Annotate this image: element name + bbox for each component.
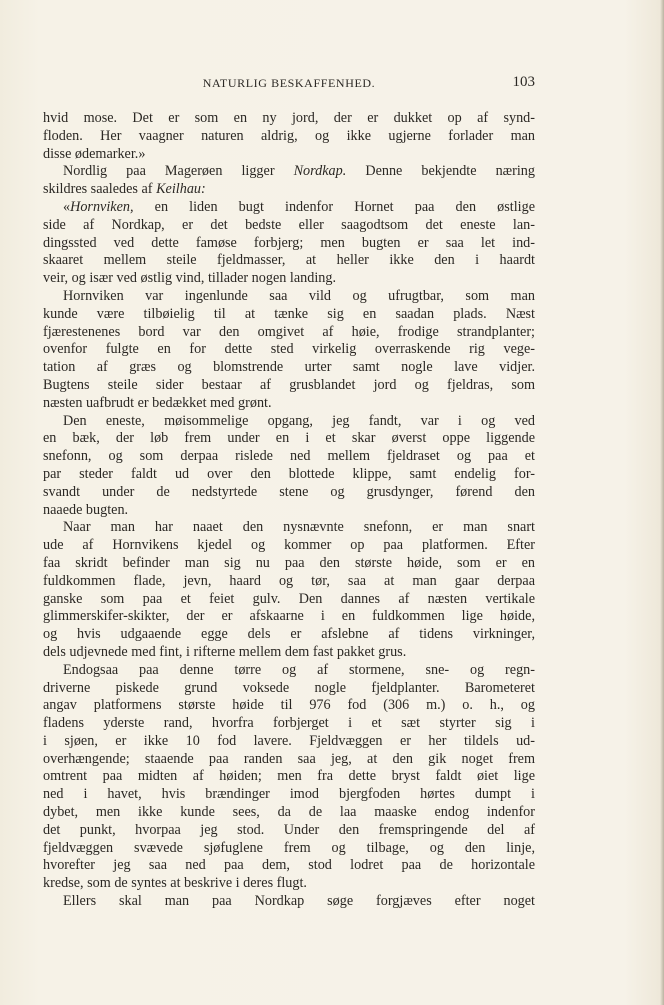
text-line: det punkt, hvorpaa jeg stod. Under den fremspringende del af [43, 821, 535, 838]
text-line: disse ødemarker.» [43, 145, 146, 162]
text-run: Denne bekjendte næring [346, 163, 535, 180]
text-line: par steder faldt ud over den blottede klippe, samt endelig for- [43, 465, 535, 482]
text-line: glimmerskifer-skikter, der er afskaarne i en fuldkommen lige høide, [43, 608, 535, 625]
text-line: snefonn, og som derpaa rislede ned mellem fjeldraset og paa et [43, 448, 535, 465]
body-text [43, 110, 535, 911]
text-run: Nordlig paa Magerøen ligger [63, 163, 294, 180]
text-line: dingssted ved dette famøse forbjerg; men bugten er saa let ind- [43, 234, 535, 251]
text-run: « [63, 198, 71, 215]
text-line: en bæk, der løb frem under en i et skar øverst oppe liggende [43, 430, 535, 447]
text-line: faa skridt befinder man sig nu paa den største høide, som er en [43, 554, 535, 571]
text-line: og hvis udgaaende egge dels er afslebne af tidens virkninger, [43, 626, 535, 643]
page-header [43, 76, 535, 96]
text-line: svandt under de nedstyrtede stene og grusdynger, førend den [43, 483, 535, 500]
italic-author-name: Keilhau: [156, 181, 206, 198]
text-line: hvid mose. Det er som en ny jord, der er dukket op af synd- [43, 110, 535, 126]
page-edge-shadow [660, 0, 664, 1005]
text-line: side af Nordkap, er det bedste eller saagodtsom det eneste lan- [43, 216, 535, 233]
text-line: Naar man har naaet den nysnævnte snefonn, er man snart [63, 519, 535, 536]
text-line: hvorefter jeg saa ned paa dem, stod lodret paa de horizontale [43, 857, 535, 874]
text-line [43, 181, 535, 199]
text-line: ovenfor fulgte en for dette sted virkelig overraskende rig vege- [43, 341, 535, 358]
italic-place-name: Nordkap. [293, 163, 347, 180]
text-line: fjærestenenes bord var den omgivet af høie, frodige strandplanter; [43, 323, 535, 340]
text-line: angav platformens største høide til 976 fod (306 m.) o. h., og [43, 697, 535, 714]
text-line: skaaret mellem steile fjeldmasser, at heller ikke den i haardt [43, 252, 535, 269]
text-run: skildres saaledes af [43, 181, 157, 198]
text-line: omtrent paa midten af høiden; men fra dette bryst faldt øiet lige [43, 768, 535, 785]
text-line: i sjøen, er ikke 10 fod lavere. Fjeldvæggen er her tildels ud- [43, 732, 535, 749]
text-line: Den eneste, møisommelige opgang, jeg fandt, var i og ved [63, 412, 535, 429]
text-line: Hornviken var ingenlunde saa vild og ufrugtbar, som man [63, 287, 535, 304]
text-line: ganske som paa et feiet gulv. Den dannes af næsten vertikale [43, 590, 535, 607]
text-line [43, 163, 535, 181]
text-line: naaede bugten. [43, 501, 129, 518]
running-title: NATURLIG BESKAFFENHED. [202, 76, 376, 90]
text-line: tation af græs og blomstrende urter samt nogle lave vidjer. [43, 359, 535, 376]
text-line: Bugtens steile sider bestaar af grusblandet jord og fjeldras, som [43, 376, 535, 393]
text-line: næsten uafbrudt er bedækket med grønt. [43, 394, 272, 411]
text-line: ude af Hornvikens kjedel og kommer op paa platformen. Efter [43, 537, 535, 554]
text-line: Ellers skal man paa Nordkap søge forgjæves efter noget [63, 893, 535, 910]
text-run: en liden bugt indenfor Hornet paa den østlige [133, 198, 535, 215]
text-line: Endogsaa paa denne tørre og af stormene, sne- og regn- [63, 661, 535, 678]
text-line: fjeldvæggen svævede sjøfuglene frem og tilbage, og den linje, [43, 839, 535, 856]
text-line [43, 199, 535, 217]
page-number: 103 [512, 74, 535, 90]
text-line: floden. Her vaagner naturen aldrig, og ikke ugjerne forlader man [43, 127, 535, 144]
text-line: overhængende; staaende paa randen saa jeg, at den gik noget frem [43, 750, 535, 767]
text-line: dybet, men ikke kunde sees, da de laa maaske endog indenfor [43, 804, 535, 821]
text-line: kunde være tilbøielig til at tænke sig en saadan plads. Næst [43, 305, 535, 322]
italic-place-name: Hornviken, [70, 198, 134, 215]
text-line: kredse, som de syntes at beskrive i deres flugt. [43, 875, 307, 892]
text-line: fladens yderste rand, hvorfra forbjerget i et sæt styrter sig i [43, 715, 535, 732]
text-line: dels udjevnede med fint, i rifterne mellem dem fast pakket grus. [43, 643, 407, 660]
text-line: fuldkommen flade, jevn, haard og tør, saa at man gaar derpaa [43, 572, 535, 589]
text-line: veir, og især ved østlig vind, tillader nogen landing. [43, 270, 336, 287]
text-line: driverne piskede grund voksede nogle fjeldplanter. Barometeret [43, 679, 535, 696]
text-line: ned i havet, hvis brændinger imod bjergfoden hørtes dumpt i [43, 786, 535, 803]
